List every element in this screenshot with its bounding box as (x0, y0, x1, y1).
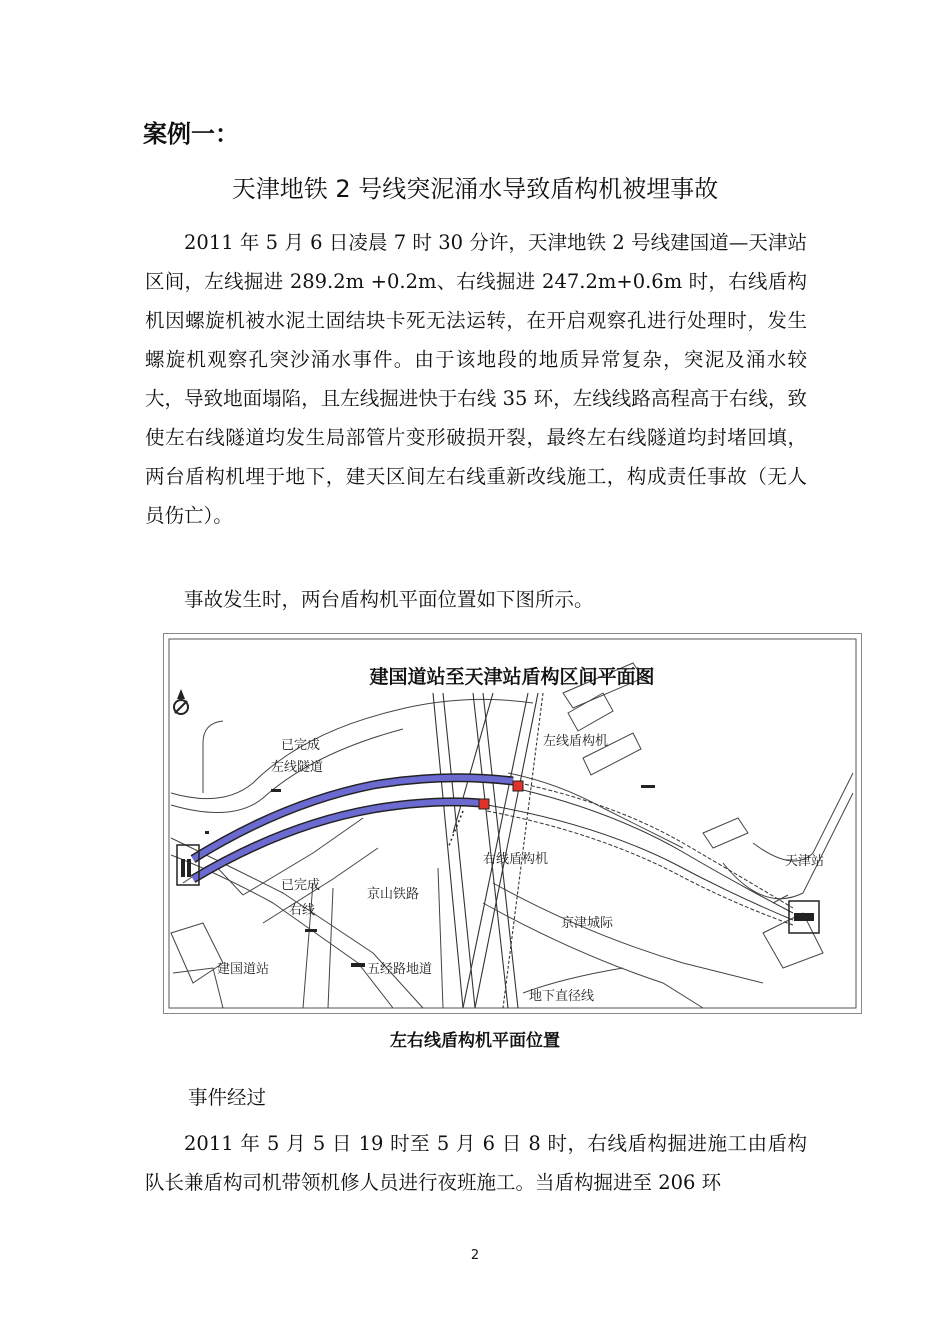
paragraph-event-process: 2011 年 5 月 5 日 19 时至 5 月 6 日 8 时，右线盾构掘进施工由盾构队长兼盾构司机带领机修人员进行夜班施工。当盾构掘进至 206 环 (145, 1132, 807, 1194)
left-shield-marker (513, 781, 523, 791)
label-right-completed-1: 已完成 (281, 878, 321, 893)
label-left-completed-2: 左线隧道 (271, 760, 324, 775)
site-plan-map (163, 633, 862, 1014)
site-plan-figure (163, 633, 862, 1014)
case-heading: 案例一： (143, 120, 239, 148)
label-underground-line: 地下直径线 (529, 989, 595, 1004)
label-jingjin-intercity: 京津城际 (561, 916, 614, 931)
label-shijinglu-underpass: 五经路地道 (367, 962, 433, 977)
right-shield-marker (479, 799, 489, 809)
label-left-completed-1: 已完成 (281, 738, 321, 753)
paragraph-incident-summary: 2011 年 5 月 6 日凌晨 7 时 30 分许，天津地铁 2 号线建国道—天津站区间，左线掘进 289.2m +0.2m、右线掘进 247.2m+0.6m 时，右线盾构机因螺旋机被水泥土固结块卡死无法运转，在开启观察孔进行处理时，发生螺旋机观察孔突沙涌水事件。由于该地段的地质异常复杂，突泥及涌水较大，导致地面塌陷，且左线掘进快于右线 35 环，左线线路高程高于右线，致使左右线隧道均发生局部管片变形破损开裂，最终左右线隧道均封堵回填，两台盾构机埋于地下，建天区间左右线重新改线施工，构成责任事故（无人员伤亡）。 (145, 231, 807, 527)
page-number: 2 (470, 1248, 480, 1263)
label-right-shield: 右线盾构机 (483, 852, 549, 867)
label-right-completed-2: 右线 (289, 903, 316, 918)
document-title: 天津地铁 2 号线突泥涌水导致盾构机被埋事故 (231, 175, 719, 203)
paragraph-figure-intro: 事故发生时，两台盾构机平面位置如下图所示。 (184, 588, 594, 611)
label-left-shield: 左线盾构机 (543, 734, 609, 749)
figure-caption: 左右线盾构机平面位置 (390, 1031, 560, 1051)
label-jingshan-railway: 京山铁路 (367, 887, 420, 902)
section-heading: 事件经过 (188, 1086, 267, 1109)
label-tianjin-station: 天津站 (785, 854, 825, 869)
map-title: 建国道站至天津站盾构区间平面图 (369, 666, 655, 688)
label-jianguodao-station: 建国道站 (217, 962, 270, 977)
